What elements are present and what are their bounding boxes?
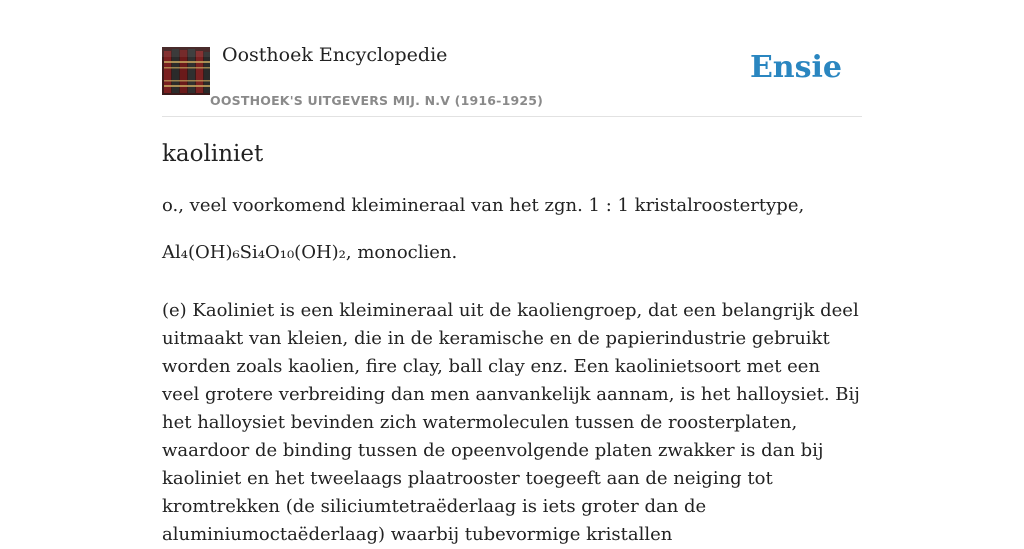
entry-content xyxy=(162,138,862,549)
chemical-formula: Al₄(OH)₆Si₄O₁₀(OH)₂, monoclien. xyxy=(162,242,458,263)
encyclopedia-books-icon[interactable] xyxy=(162,47,210,95)
entry-body-text: (e) Kaoliniet is een kleimineraal uit de kaoliengroep, dat een belangrijk deel uitmaakt van kleien, die in de keramische en de papierindustrie gebruikt worden zoals kaolien, fire clay, ball clay enz. Een kaolinietsoort met een veel grotere verbreiding dan men aanvankelijk aannam, is het halloysiet. Bij het halloysiet bevinden zich watermoleculen tussen de roosterplaten, waardoor de binding tussen de opeenvolgende platen zwakker is dan bij kaoliniet en het tweelaags plaatrooster toegeeft aan de neiging tot kromtrekken (de siliciumtetraëderlaag is iets groter dan de aluminiumoctaëderlaag) waarbij tubevormige kristallen xyxy=(162,300,860,545)
site-title[interactable]: Oosthoek Encyclopedie xyxy=(222,44,448,66)
site-header xyxy=(162,0,862,117)
entry-definition: o., veel voorkomend kleimineraal van het zgn. 1 : 1 kristalroostertype, xyxy=(162,195,805,216)
publisher-subtitle: OOSTHOEK'S UITGEVERS MIJ. N.V (1916-1925) xyxy=(210,93,544,108)
entry-title: kaoliniet xyxy=(162,141,264,167)
ensie-logo-link[interactable]: Ensie xyxy=(749,50,842,85)
